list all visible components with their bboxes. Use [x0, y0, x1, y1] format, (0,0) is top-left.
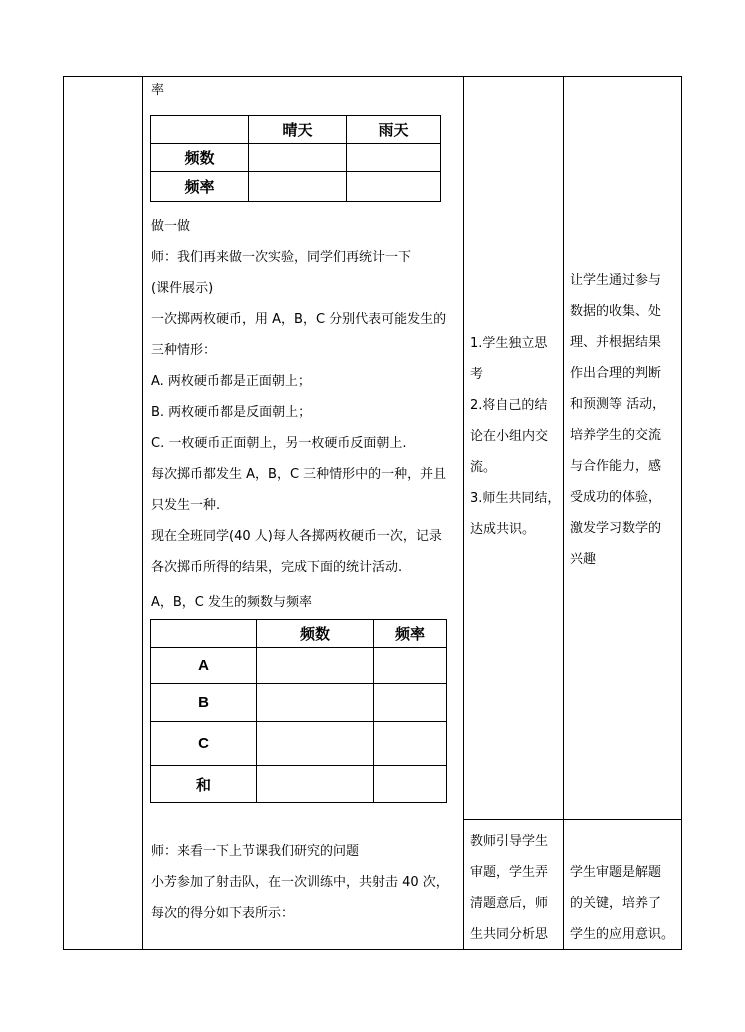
activity-line: 论在小组内交 — [470, 429, 549, 444]
weather-cell — [249, 172, 347, 202]
lesson-line: 现在全班同学(40 人)每人各掷两枚硬币一次，记录 — [151, 529, 442, 544]
intent-line: 理、并根据结果 — [570, 335, 662, 350]
activity-line: 达成共识。 — [470, 522, 536, 537]
abc-cell — [257, 722, 374, 766]
activity-line: 3.师生共同结， — [470, 491, 561, 506]
carryover-text: 率 — [151, 83, 165, 98]
abc-row-label: A — [151, 648, 257, 684]
abc-row-label: B — [151, 684, 257, 722]
lesson-line: 只发生一种. — [151, 498, 221, 513]
lesson-line: (课件展示) — [151, 281, 214, 296]
lesson-text-block — [151, 242, 446, 583]
lesson-line: 三种情形： — [151, 343, 217, 358]
activity-line: 2.将自己的结 — [470, 398, 548, 413]
lesson-line: 一次掷两枚硬币，用 A，B，C 分别代表可能发生的 — [151, 312, 447, 327]
lesson-line: 每次的得分如下表所示： — [151, 906, 295, 921]
design-intent-2 — [570, 857, 674, 950]
weather-header-rainy: 雨天 — [347, 116, 441, 144]
intent-line: 学生审题是解题 — [570, 865, 662, 880]
abc-cell — [257, 684, 374, 722]
intent-line: 数据的收集、处 — [570, 304, 662, 319]
abc-header-frequency: 频率 — [374, 620, 447, 648]
design-intent-1 — [570, 265, 665, 575]
abc-row-label: C — [151, 722, 257, 766]
abc-cell — [257, 648, 374, 684]
lesson-line: B. 两枚硬币都是反面朝上； — [151, 405, 312, 420]
lesson-line: 师：我们再来做一次实验，同学们再统计一下 — [151, 250, 412, 265]
lesson-line: 小芳参加了射击队，在一次训练中，共射击 40 次， — [151, 875, 449, 890]
section-title: 做一做 — [151, 219, 191, 234]
lesson-line: 每次掷币都发生 A，B，C 三种情形中的一种，并且 — [151, 467, 447, 482]
weather-row-label: 频数 — [151, 144, 249, 172]
activity-row-divider — [463, 819, 682, 820]
abc-frequency-table — [150, 619, 447, 803]
weather-cell — [347, 172, 441, 202]
intent-line: 激发学习数学的 — [570, 521, 662, 536]
lesson-line: A. 两枚硬币都是正面朝上； — [151, 374, 311, 389]
lesson-line: 各次掷币所得的结果，完成下面的统计活动. — [151, 560, 403, 575]
intent-line: 和预测等 活动， — [570, 397, 666, 412]
intent-line: 受成功的体验， — [570, 490, 662, 505]
weather-header-blank — [151, 116, 249, 144]
abc-header-count: 频数 — [257, 620, 374, 648]
activity-line: 考 — [470, 367, 484, 382]
abc-cell — [374, 766, 447, 803]
student-activity-2 — [470, 826, 548, 950]
abc-cell — [257, 766, 374, 803]
weather-cell — [347, 144, 441, 172]
intent-line: 与合作能力，感 — [570, 459, 662, 474]
abc-row-label: 和 — [151, 766, 257, 803]
activity-line: 流。 — [470, 460, 497, 475]
lesson-line: 师：来看一下上节课我们研究的问题 — [151, 844, 360, 859]
abc-header-blank — [151, 620, 257, 648]
activity-line: 1.学生独立思 — [470, 336, 548, 351]
activity-line: 教师引导学生 — [470, 834, 549, 849]
activity-line: 生共同分析思 — [470, 927, 549, 942]
weather-cell — [249, 144, 347, 172]
lesson-line: C. 一枚硬币正面朝上，另一枚硬币反面朝上. — [151, 436, 407, 451]
weather-header-sunny: 晴天 — [249, 116, 347, 144]
intent-line: 的关键，培养了 — [570, 896, 662, 911]
lesson-text-block-2 — [151, 836, 449, 929]
abc-cell — [374, 684, 447, 722]
weather-row-label: 频率 — [151, 172, 249, 202]
student-activity-1 — [470, 328, 560, 545]
activity-line: 审题，学生弄 — [470, 865, 549, 880]
table-border-left — [63, 76, 64, 950]
abc-table-caption: A，B，C 发生的频数与频率 — [151, 595, 313, 610]
intent-line: 让学生通过参与 — [570, 273, 662, 288]
weather-frequency-table — [150, 115, 441, 202]
table-border-top — [63, 76, 682, 77]
table-divider-1 — [142, 76, 143, 950]
intent-line: 作出合理的判断 — [570, 366, 662, 381]
intent-line: 兴趣 — [570, 552, 597, 567]
abc-cell — [374, 648, 447, 684]
abc-cell — [374, 722, 447, 766]
intent-line: 学生的应用意识。 — [570, 927, 675, 942]
intent-line: 培养学生的交流 — [570, 428, 662, 443]
activity-line: 清题意后，师 — [470, 896, 549, 911]
